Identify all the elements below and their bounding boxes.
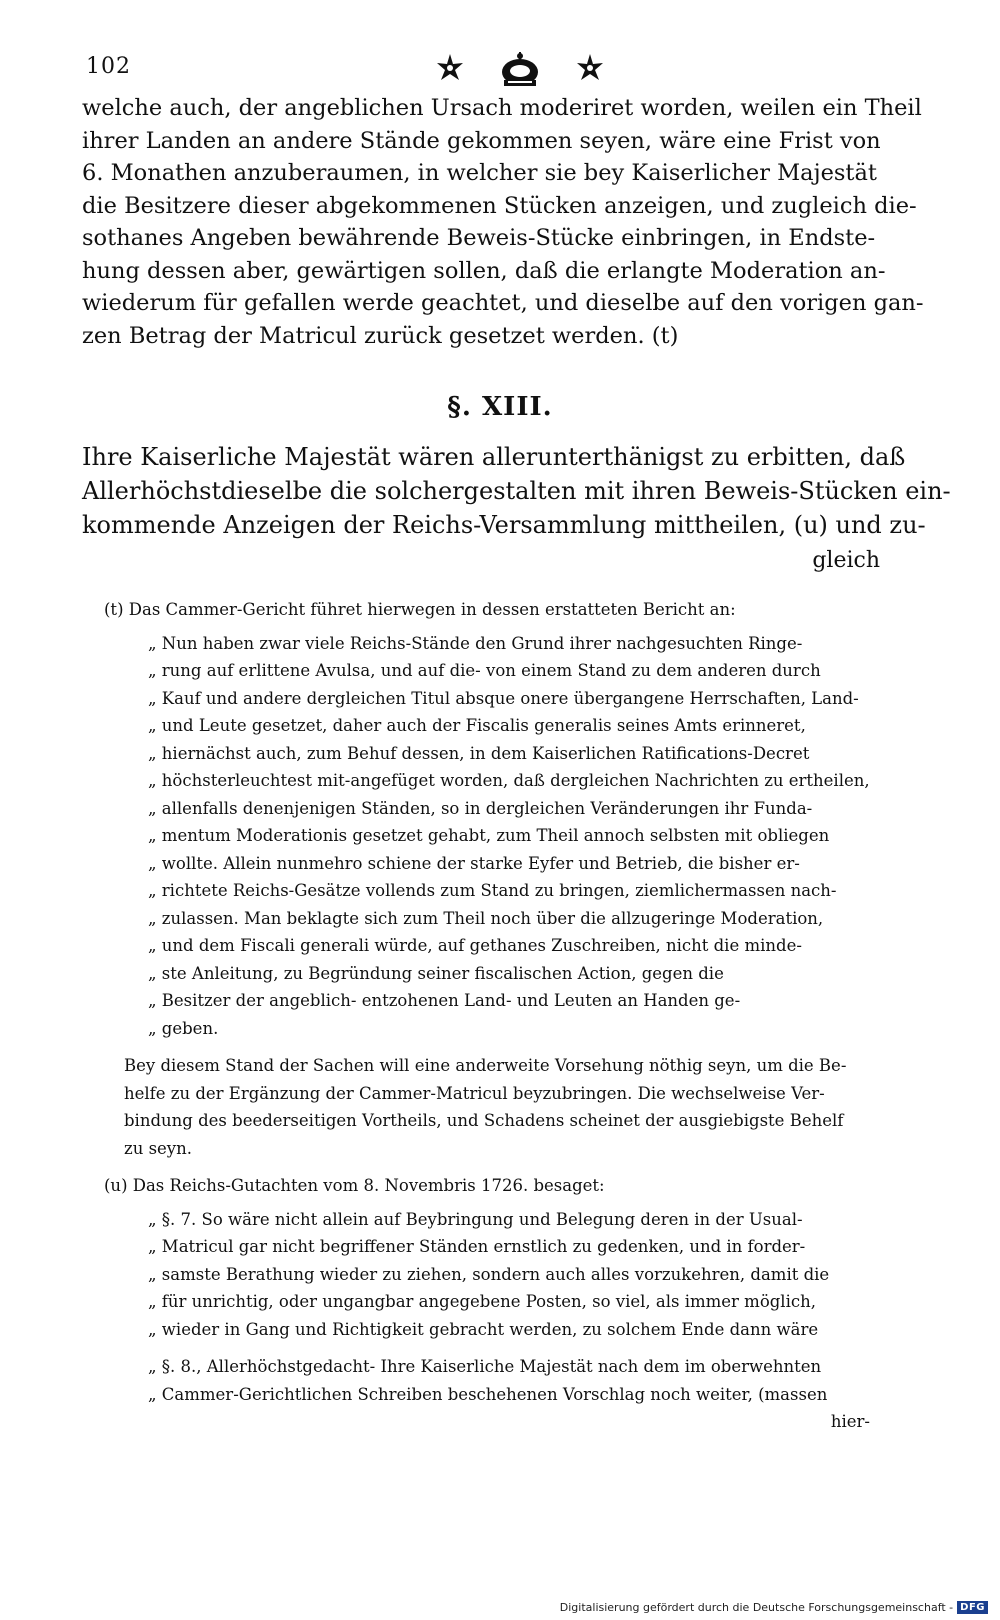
quote-line: „ richtete Reichs-Gesätze vollends zum Stand zu bringen, ziemlichermassen nach-: [148, 881, 837, 900]
quote-line: „ rung auf erlittene Avulsa, und auf die- von einem Stand zu dem anderen durch: [148, 661, 821, 680]
quote-line: „ geben.: [148, 1018, 219, 1038]
text-line: ihrer Landen an andere Stände gekommen seyen, wäre eine Frist von: [82, 127, 881, 154]
commentary-line: Bey diesem Stand der Sachen will eine anderweite Vorsehung nöthig seyn, um die Be-: [124, 1056, 847, 1075]
dfg-logo: DFG: [957, 1601, 988, 1614]
digitization-footer: [560, 1601, 988, 1614]
quote-line: „ hiernächst auch, zum Behuf dessen, in dem Kaiserlichen Ratifications-Decret: [148, 743, 810, 763]
footnote-catchword: hier-: [830, 1412, 870, 1431]
text-line: 6. Monathen anzuberaumen, in welcher sie bey Kaiserlicher Majestät: [82, 160, 877, 186]
text-line: sothanes Angeben bewährende Beweis-Stücke einbringen, in Endste-: [82, 225, 876, 251]
quote-line: „ und Leute gesetzet, daher auch der Fiscalis generalis seines Amts erinneret,: [148, 716, 806, 735]
quote-line: „ wieder in Gang und Richtigkeit gebracht werden, zu solchem Ende dann wäre: [148, 1319, 819, 1339]
catchword: gleich: [812, 548, 880, 573]
main-text-block: [82, 92, 924, 352]
footer-text: Digitalisierung gefördert durch die Deutsche Forschungsgemeinschaft -: [559, 1601, 954, 1614]
text-line: zen Betrag der Matricul zurück gesetzet werden. (t): [82, 322, 679, 349]
quote-line: „ Besitzer der angeblich- entzohenen Land- und Leuten an Handen ge-: [148, 991, 741, 1010]
quote-line: „ ste Anleitung, zu Begründung seiner fiscalischen Action, gegen die: [148, 963, 724, 983]
text-line: kommende Anzeigen der Reichs-Versammlung mittheilen, (u) und zu-: [82, 511, 926, 539]
quote-line: „ Cammer-Gerichtlichen Schreiben beschehenen Vorschlag noch weiter, (massen: [148, 1384, 828, 1404]
text-line: hung dessen aber, gewärtigen sollen, daß die erlangte Moderation an-: [82, 257, 886, 284]
quote-line: „ und dem Fiscali generali würde, auf gethanes Zuschreiben, nicht die minde-: [148, 936, 802, 955]
quote-line: „ Nun haben zwar viele Reichs-Stände den Grund ihrer nachgesuchten Ringe-: [148, 633, 803, 653]
page-number: 102: [86, 54, 131, 79]
text-line: Allerhöchstdieselbe die solchergestalten mit ihren Beweis-Stücken ein-: [82, 477, 951, 505]
page-header: [80, 48, 920, 88]
text-line: die Besitzere dieser abgekommenen Stücken anzeigen, und zugleich die-: [82, 192, 917, 219]
quote-line: „ Matricul gar nicht begriffener Ständen ernstlich zu gedenken, und in forder-: [148, 1237, 806, 1256]
footnote-t-head: (t) Das Cammer-Gericht führet hierwegen in dessen erstatteten Bericht an:: [104, 600, 736, 619]
text-line: wiederum für gefallen werde geachtet, und dieselbe auf den vorigen gan-: [82, 290, 924, 316]
quote-line: „ Kauf und andere dergleichen Titul absque onere übergangene Herrschaften, Land-: [148, 688, 859, 708]
quote-line: „ samste Berathung wieder zu ziehen, sondern auch alles vorzukehren, damit die: [148, 1264, 830, 1284]
footnotes: [100, 596, 910, 1436]
commentary-line: bindung des beederseitigen Vortheils, und Schadens scheinet der ausgiebigste Behelf: [124, 1111, 844, 1130]
quote-line: „ zulassen. Man beklagte sich zum Theil noch über die allzugeringe Moderation,: [148, 908, 824, 928]
crown-ornament-icon: [410, 48, 630, 88]
text-line: Ihre Kaiserliche Majestät wären allerunterthänigst zu erbitten, daß: [82, 443, 906, 471]
footnote-u-head: (u) Das Reichs-Gutachten vom 8. Novembris 1726. besaget:: [104, 1176, 605, 1195]
quote-line: „ wollte. Allein nunmehro schiene der starke Eyfer und Betrieb, die bisher er-: [148, 853, 800, 873]
section-text-block: [82, 440, 951, 542]
quote-line: „ allenfalls denenjenigen Ständen, so in dergleichen Veränderungen ihr Funda-: [148, 798, 813, 818]
text-line: welche auch, der angeblichen Ursach moderiret worden, weilen ein Theil: [82, 95, 922, 121]
quote-line: „ für unrichtig, oder ungangbar angegebene Posten, so viel, als immer möglich,: [148, 1292, 816, 1311]
quote-line: „ höchsterleuchtest mit-angefüget worden, daß dergleichen Nachrichten zu ertheilen,: [148, 771, 870, 790]
quote-line: „ mentum Moderationis gesetzet gehabt, zum Theil annoch selbsten mit obliegen: [148, 826, 830, 845]
commentary-line: zu seyn.: [124, 1138, 192, 1158]
section-heading: §. XIII.: [447, 392, 553, 422]
quote-line: „ §. 7. So wäre nicht allein auf Beybringung und Belegung deren in der Usual-: [148, 1209, 803, 1229]
quote-line: „ §. 8., Allerhöchstgedacht- Ihre Kaiserliche Majestät nach dem im oberwehnten: [148, 1357, 822, 1376]
commentary-line: helfe zu der Ergänzung der Cammer-Matricul beyzubringen. Die wechselweise Ver-: [124, 1083, 825, 1103]
